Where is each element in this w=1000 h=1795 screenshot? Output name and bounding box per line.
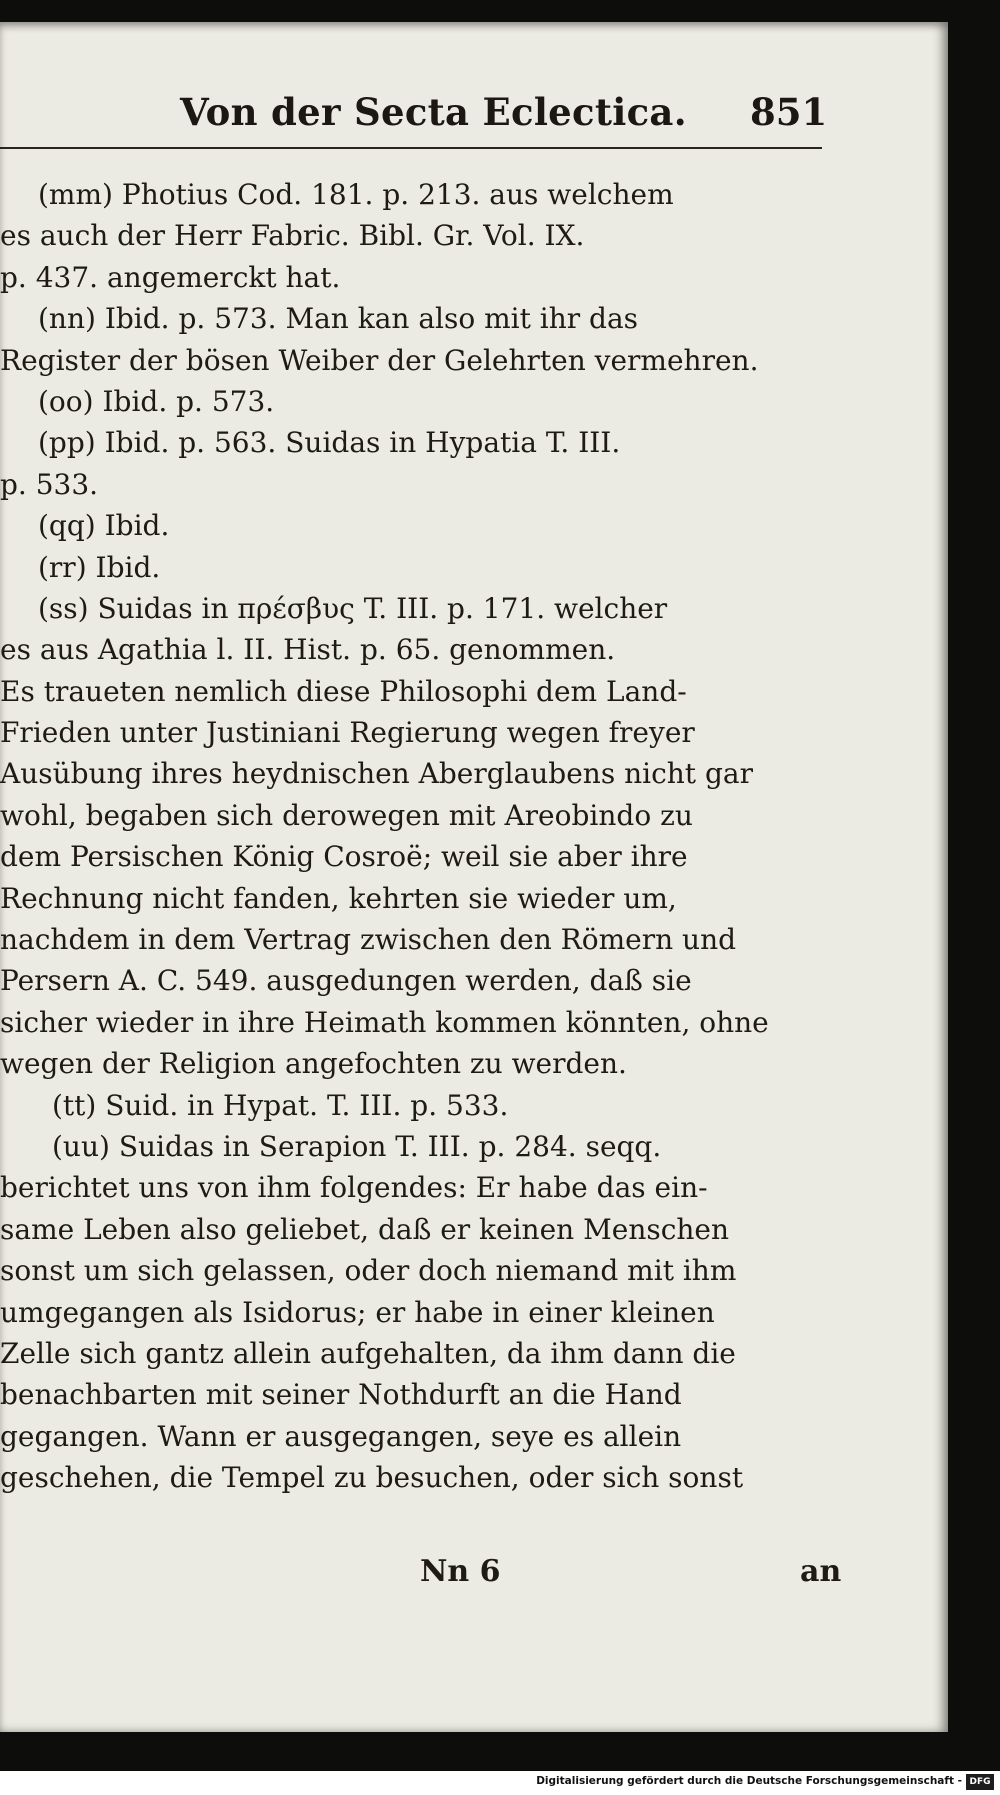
footnote-line: es aus Agathia l. II. Hist. p. 65. genommen. (0, 633, 616, 667)
header-rule (0, 147, 822, 149)
footnote-line: (uu) Suidas in Serapion T. III. p. 284. seqq. (52, 1129, 662, 1163)
footnote-line: Zelle sich gantz allein aufgehalten, da ihm dann die (0, 1336, 736, 1370)
footnote-line: same Leben also geliebet, daß er keinen Menschen (0, 1212, 730, 1246)
footnote-line: p. 533. (0, 467, 99, 501)
catchword: an (800, 1554, 842, 1589)
footnote-line: berichtet uns von ihm folgendes: Er habe das ein- (0, 1171, 708, 1205)
footnote-line: sicher wieder in ihre Heimath kommen könnten, ohne (0, 1005, 769, 1039)
footnotes-block (0, 174, 880, 1499)
digitization-footer (0, 1771, 1000, 1795)
footnote-line: (qq) Ibid. (38, 509, 170, 543)
footnote-line: Persern A. C. 549. ausgedungen werden, daß sie (0, 964, 692, 998)
footnote-line: nachdem in dem Vertrag zwischen den Römern und (0, 923, 737, 957)
footnote-line: wegen der Religion angefochten zu werden. (0, 1047, 627, 1081)
footnote-line: (pp) Ibid. p. 563. Suidas in Hypatia T. III. (38, 426, 621, 460)
footnote-line: sonst um sich gelassen, oder doch niemand mit ihm (0, 1254, 737, 1288)
footnote-line: es auch der Herr Fabric. Bibl. Gr. Vol. IX. (0, 219, 585, 253)
page-header (0, 82, 948, 152)
footnote-line: Frieden unter Justiniani Regierung wegen freyer (0, 716, 695, 750)
footnote-line: gegangen. Wann er ausgegangen, seye es allein (0, 1419, 682, 1453)
footnote-line: (rr) Ibid. (38, 550, 161, 584)
footnote-line: umgegangen als Isidorus; er habe in einer kleinen (0, 1295, 715, 1329)
page-number: 851 (750, 90, 828, 134)
footnote-line: Es traueten nemlich diese Philosophi dem Land- (0, 674, 687, 708)
running-title: Von der Secta Eclectica. (180, 90, 687, 134)
footnote-line: (mm) Photius Cod. 181. p. 213. aus welchem (38, 178, 674, 211)
book-page (0, 22, 948, 1732)
footnote-line: dem Persischen König Cosroë; weil sie aber ihre (0, 840, 688, 874)
dfg-logo-icon: DFG (966, 1774, 994, 1790)
signature-mark: Nn 6 (420, 1554, 501, 1589)
page-footer-row (0, 1554, 880, 1594)
footnote-line: Ausübung ihres heydnischen Aberglaubens nicht gar (0, 757, 753, 791)
footnote-line: (tt) Suid. in Hypat. T. III. p. 533. (52, 1088, 509, 1122)
footnote-line: benachbarten mit seiner Nothdurft an die Hand (0, 1378, 682, 1412)
footnote-line: (oo) Ibid. p. 573. (38, 384, 275, 418)
footnote-line: wohl, begaben sich derowegen mit Areobindo zu (0, 798, 693, 832)
footnote-line: p. 437. angemerckt hat. (0, 260, 341, 294)
footnote-line: (ss) Suidas in πρέσβυς T. III. p. 171. welcher (38, 591, 668, 625)
footnote-line: geschehen, die Tempel zu besuchen, oder sich sonst (0, 1461, 744, 1495)
digitization-credit: Digitalisierung gefördert durch die Deutsche Forschungsgemeinschaft - (536, 1775, 962, 1787)
footnote-line: (nn) Ibid. p. 573. Man kan also mit ihr das (38, 302, 639, 336)
footnote-line: Register der bösen Weiber der Gelehrten vermehren. (0, 343, 759, 377)
footnote-line: Rechnung nicht fanden, kehrten sie wieder um, (0, 881, 677, 915)
